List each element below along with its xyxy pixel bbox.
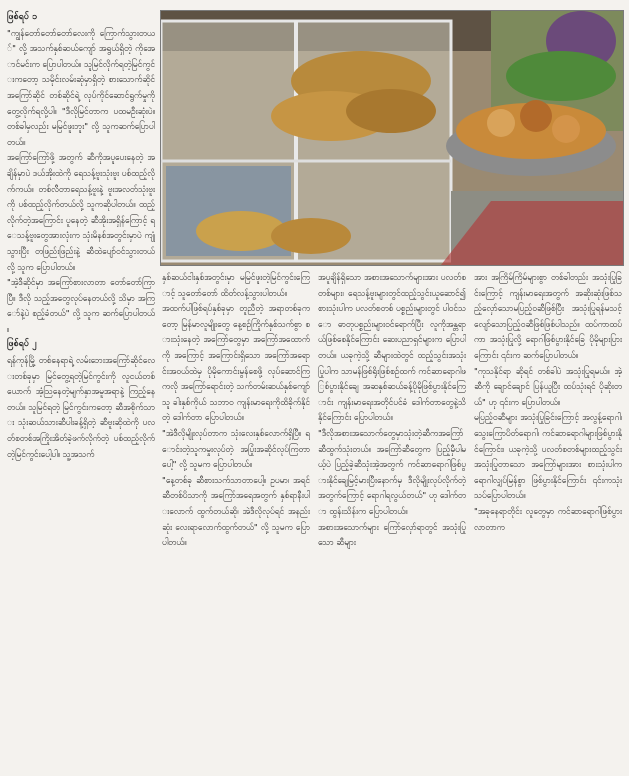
article-column-1 <box>7 10 155 772</box>
section-heading-2: ဖြစ်ရပ် ၂ <box>7 339 37 350</box>
section-heading-1: ဖြစ်ရပ် ၁ <box>7 12 38 22</box>
paragraph: "အဲဒီလိုမျိုးလုပ်တာက သုံးလေးနှစ်လောက်ရှိပြီ။ ရောင်းတဲ့သူကမှုးလုပ်တဲ့ အပြုံးအဆိုင်လုပ်ကြတာပေါ့" လို့ သူမက ပြောပါတယ်။ <box>162 427 310 470</box>
paragraph: အထက်ပါဖြစ်ရပ်နှစ်ခုမှာ တူညီတဲ့ အရာတစ်ခုကတော့ မြန်မာလူမျိုးတွေ နေ့စဉ်ကြိုက်နှစ်သက်စွာ စားသုံးနေတဲ့ အကြော်တွေမှာ အကြော်အထောက်ကို အကြောင့် အကြောင်းရှိသော အကြော်အရောင်းအဝယ်ထဲမှ ပိုမိုကောင်းမွန်စေဖို့ လုပ်ဆောင်ကြကလို အကြော်ရောင်းတဲ့ သက်တမ်းဆယ်နှစ်ကျော်သူ ခါးနှစ်ကိုယ် သဘာဝ ကျန်းမာရေးကိုထိခိုက်နိုင်တဲ့ ဒေါက်တာ ပြောပါတယ်။ <box>162 303 310 423</box>
article-column-4 <box>474 270 622 772</box>
paragraph: "ကျွန်တော်တော်တော်လေးကို ကြောက်သွားတယ်" လို့ အသက်နှစ်ဆယ်ကျော် အရွယ်ရှိတဲ့ ကိုအောင်မင်းက ပြောပါတယ်။ သူမြင်လိုက်ရတဲ့မြင်ကွင်းကတော့ သမိုင်းလမ်းဆုံမှာရှိတဲ့ စားသောက်ဆိုင်အကြော်ဆိုင် တစ်ဆိုင်ရဲ့ လုပ်ကိုင်ဆောင်ရွက်မှုကို တွေ့လိုက်ရလို့ပါ။ "ဒီလိုမြင်တာက ပထမဦးဆုံးပဲ။ တစ်ခါမှလည်း မမြင်ဖူးဘူး" လို့ သူကဆက်ပြောပါတယ်။ <box>7 27 155 147</box>
paragraph: ရန်ကုန်မြို့ တစ်နေရာရဲ့ လမ်းဘေးအကြော်ဆိုင်လေးတစ်ခုမှာ မြင်တွေ့ရတဲ့မြင်ကွင်းကို လူငယ်တစ်ယောက် အံ့သြနေတဲ့မျက်နှာအမူအရာနဲ့ ကြည့်နေတယ်။ သူမြင်ရတဲ့ မြင်ကွင်းကတော့ ဆီအစိုက်သား သုံးဆယ်သားဆီပါးခန့်ရှိတဲ့ ဆီဗူးဆိုထဲကို ပလတ်စတစ်အကြိုးအိတ်ခဲ့ဖက်လိုက်တဲ့ ပစ်ထည့်လိုက်တဲ့မြင်ကွင်းပေါ့ပါ။ သူ့အသက် <box>7 355 155 459</box>
paragraph: အပူချိန်ရှိသော အစားအသောက်များအား ပလတ်စတစ်များ၊ ရေသန့်ဗူးများတွင်ထည့်သွင်းယူဆောင်၍ စားသုံးပါက ပလတ်စတစ် ပစ္စည်းများတွင် ပါဝင်သော ဓာတုပစ္စည်းများဝင်ရောက်ပြီး လူကိုအန္တရာယ်ဖြစ်စေနိုင်ကြောင်း ဆေးပညာရှင်များက ပြောပါတယ်။ ယခုကဲ့သို့ ဆီများထဲတွင် ထည့်သွင်းအသုံးပြုပါက သာမန်ဖြစ်ရိုးဖြစ်စဉ်ထက် ကင်ဆာရောဂါဖြစ်ပွားနိုင်ချေ အဆနှစ်ဆယ်ခန့်ပိုမိုဖြစ်ပွားနိုင်ကြောင်း ကျန်းမာရေးအတိုင်ပင်ခံ ဒေါက်တာတွေနဲ့သိနိုင်ကြောင်း ပြောပါတယ်။ <box>318 272 466 423</box>
paragraph: "ကုသနိုင်ရာ ဆိုရင် တစ်ခါပဲ အသုံးပြုရမယ်။ အဲ့ ဆီကို ချောင်ချောင် ပြန်ယူပြီး ထပ်သုံးရင် ပိုဆိုးတယ်" ဟု ၎င်းက ပြောပါတယ်။ <box>474 365 622 407</box>
article-column-3 <box>318 270 466 772</box>
paragraph: အစားအသောက်များ ကြော်လှော်ရာတွင် အသုံးပြုသော ဆီများ <box>318 521 466 548</box>
paragraph: "နေ့တစ်ခု ဆီစားသက်သာတာပေါ့။ ဥပမာ၊ အရင်ဆီတစ်ပိသာကို အကြော်အရေအတွက် နှစ်ရာနီးပါးလောက် ထွက်တယ်ဆို၊ အဲဒီလိုလုပ်ရင် အနည်းဆုံး လေးရာလောက်ထွက်တယ်" လို့ သူမက ပြောပါတယ်။ <box>162 474 310 548</box>
fried-snacks-display-photo <box>161 11 623 265</box>
paragraph: မပြည့်ဝဆီများ အသုံးပြုခြင်းကြောင့် အလွန့်ရောဂါ၊ သွေးကြောပိတ်ရောဂါ၊ ကင်ဆာရောဂါများဖြစ်ပွားနိုင်ကြောင်း၊ ယခုကဲ့သို့ ပလတ်စတစ်များထည့်သွင်းအသုံးပြုတာသော အကြော်များအား စားသုံးပါက ရောဂါလျှပ်မြန်စွာ ဖြစ်ပွားနိုင်ကြောင်း ၎င်းကသုံးသပ်ပြောပါတယ်။ <box>474 412 622 501</box>
article-photo <box>160 10 624 266</box>
paragraph: "ဒီလိုအစားအသောက်တွေမှာသုံးတဲ့ဆီကအကြော်ဆီထွက်သုံးတယ်။ အကြော်ဆီတွေက ပြည့်မှီပါမယ့်ပဲ ပြည့်ခဲ့ဆီသုံးအဲ့အတွက် ကင်ဆာရောဂါဖြစ်ပွားနိုင်ချေမြင့်မားပြီးနောက်မှ ဒီလိုမျိုးလုပ်လိုက်တဲ့အတွက်ကြောင့် ရောဂါရလွယ်တယ်" ဟု ဒေါက်တာ ထွန်းသိန်းက ပြောပါတယ်။ <box>318 427 466 516</box>
paragraph: "အဲ့ဒီဆိုင်မှာ အကြော်စားလာတာ တော်တော်ကြာပြီ။ ဒီလို သည့်အတွေလုပ်နေတယ်လို့ သိမှာ အကြော်နဲ့ပဲ စည့်ခံတယ်" လို့ သူက ဆက်ပြောပါတယ်။ <box>7 277 155 334</box>
paragraph: "အခုနေရာတိုင်း လူတွေမှာ ကင်ဆာရောဂါဖြစ်ပွားလာတာက <box>474 505 622 532</box>
paragraph: အကြော်ကြော်ဖို့ အတွက် ဆီကိုအပူပေးနေတဲ့ အချိန်မှာပဲ ဒယ်အိုးထဲကို ရေသန့်ဗူးသုံးဗူး ပစ်ထည့်လိုက်ကယ်။ တစ်လီတာရေသန့်ဗူးနဲ့ ဗူးအလတ်သုံးဗူးကို ပစ်ထည့်လိုက်တယ်လို့ သူကဆိုပါတယ်။ ထည့်လိုက်တဲ့အကြောင်း ပူနေတဲ့ ဆီအိုးအရှိန်ကြောင့် ရေသန့်ဗူးတွေအားလုံးက သုံးမိနစ်အတွင်းမှာပဲ ကျုံ့သွားပြီး တဖြည်းဖြည်းနဲ့ ဆီထဲပျော်ဝင်သွားတယ်လို့ သူက ပြောပါတယ်။ <box>7 152 155 272</box>
paragraph: နှစ်ဆယ်ငါးနှစ်အတွင်းမှာ မမြင်ဖူးတဲ့မြင်ကွင်းကြောင့် သူတော်တော် ထိတ်လန့်သွားပါတယ်။ <box>162 272 310 298</box>
article-column-2 <box>162 270 310 772</box>
paragraph: အား အကြိမ်ကြိမ်များစွာ တစ်ခါတည်း အသုံးပြုခြင်းကြောင့် ကျန်းမာရေးအတွက် အဆိုးဆုံးဖြစ်သည့်လှော်သောမပြည့်ဝဆီဖြစ်ပြီး အသုံးပြုရန်မသင့်လျော်သောပြည့်ဝဆီဖြစ်ဖြစ်ပါသည်။ ထပ်ကာထပ်ကာ အသုံးပြုလို့ ရောဂါဖြစ်ပွားနိုင်ခြေ ပိုမိုများပြားကြောင်း ၎င်းက ဆက်ပြောပါတယ်။ <box>474 272 622 360</box>
